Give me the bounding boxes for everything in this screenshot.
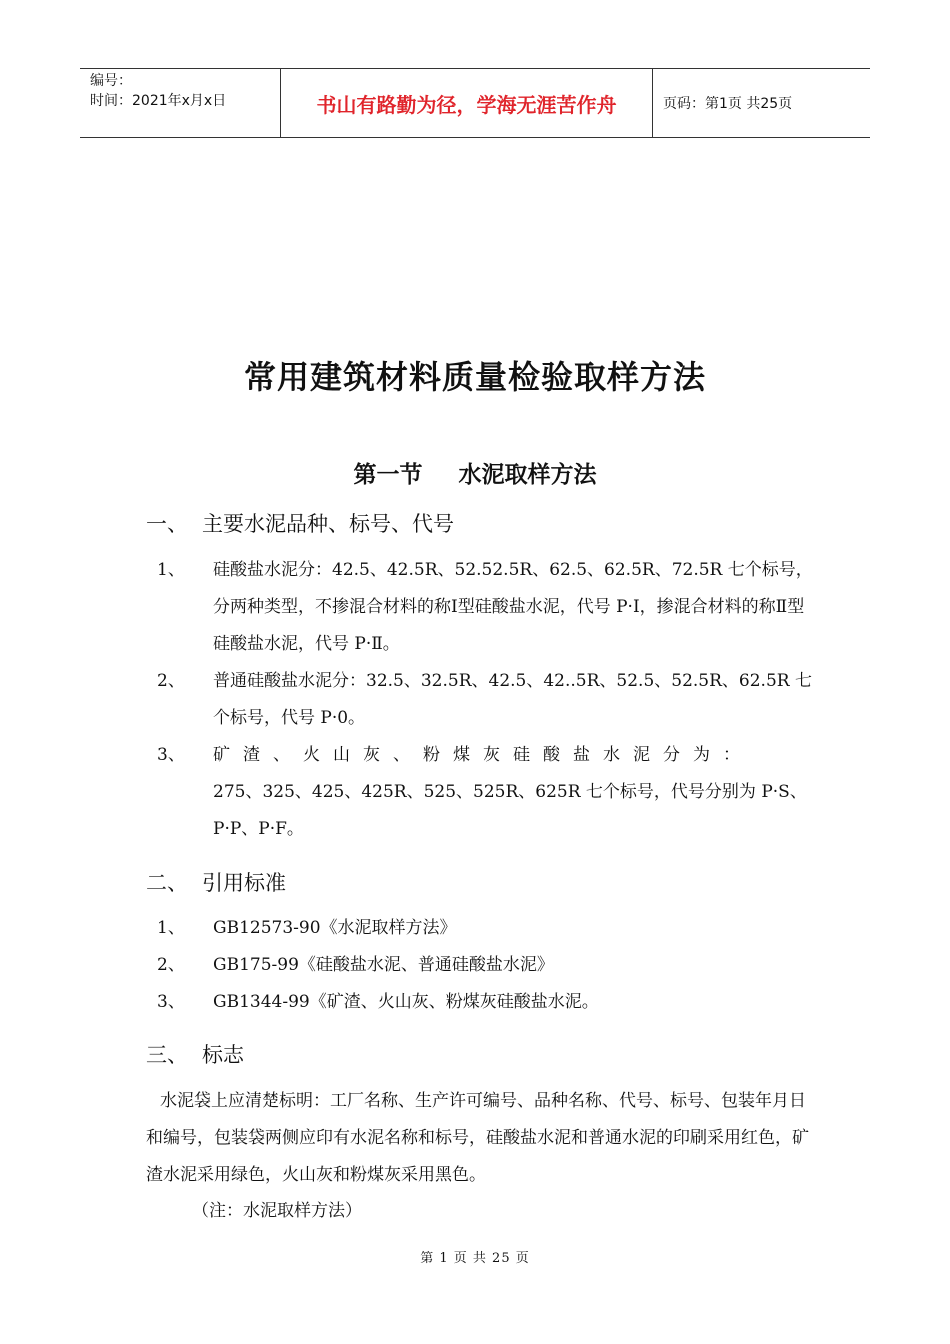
item-text: 普通硅酸盐水泥分：32.5、32.5R、42.5、42..5R、52.5、52.5R、62.5R 七个标号，代号 P·0。 bbox=[213, 671, 812, 728]
part-heading-1 bbox=[146, 508, 454, 538]
section-name: 水泥取样方法 bbox=[458, 462, 597, 488]
item-text: 275、325、425、425R、525、525R、625R 七个标号，代号分别为 P·S、P·P、P·F。 bbox=[213, 782, 807, 839]
header-page-info: 页码：第1页 共25页 bbox=[663, 96, 793, 112]
document-title: 常用建筑材料质量检验取样方法 bbox=[243, 358, 706, 396]
header-motto: 书山有路勤为径，学海无涯苦作舟 bbox=[281, 69, 653, 137]
item-number: 3、 bbox=[157, 745, 185, 765]
list-item bbox=[157, 984, 817, 1021]
list-item bbox=[157, 552, 817, 663]
part-title: 主要水泥品种、标号、代号 bbox=[202, 512, 454, 536]
part-title: 标志 bbox=[202, 1043, 244, 1067]
item-text-line1: 矿渣、火山灰、粉煤灰硅酸盐水泥分为： bbox=[213, 745, 753, 765]
page-footer: 第 1 页 共 25 页 bbox=[420, 1251, 530, 1266]
list-item bbox=[157, 947, 817, 984]
header-meta bbox=[80, 69, 281, 137]
note-text: （注：水泥取样方法） bbox=[192, 1201, 362, 1221]
item-number: 2、 bbox=[157, 671, 185, 691]
item-number: 3、 bbox=[157, 992, 185, 1012]
item-text: GB12573-90《水泥取样方法》 bbox=[213, 918, 457, 938]
list-item bbox=[157, 663, 817, 737]
body-paragraph: 水泥袋上应清楚标明：工厂名称、生产许可编号、品种名称、代号、标号、包装年月日和编号，包装袋两侧应印有水泥名称和标号，硅酸盐水泥和普通水泥的印刷采用红色，矿渣水泥采用绿色，火山灰和粉煤灰采用黑色。 bbox=[146, 1091, 809, 1185]
number-label: 编号： bbox=[90, 73, 132, 89]
item-number: 1、 bbox=[157, 560, 185, 580]
list-item bbox=[157, 910, 817, 947]
page-header bbox=[80, 68, 870, 138]
part-title: 引用标准 bbox=[202, 871, 286, 895]
item-text: GB175-99《硅酸盐水泥、普通硅酸盐水泥》 bbox=[213, 955, 554, 975]
list-item bbox=[157, 737, 817, 848]
part-number: 三、 bbox=[146, 1043, 188, 1067]
part-number: 一、 bbox=[146, 512, 188, 536]
section-number: 第一节 bbox=[353, 462, 423, 488]
item-number: 2、 bbox=[157, 955, 185, 975]
part-heading-3 bbox=[146, 1039, 244, 1069]
item-text: GB1344-99《矿渣、火山灰、粉煤灰硅酸盐水泥。 bbox=[213, 992, 599, 1012]
item-number: 1、 bbox=[157, 918, 185, 938]
part-heading-2 bbox=[146, 867, 286, 897]
time-label: 时间：2021年x月x日 bbox=[90, 93, 227, 109]
item-text: 硅酸盐水泥分：42.5、42.5R、52.52.5R、62.5、62.5R、72.5R 七个标号，分两种类型，不掺混合材料的称Ⅰ型硅酸盐水泥，代号 P·Ⅰ，掺混合材料的称Ⅱ型硅酸盐水泥，代号 P·Ⅱ。 bbox=[213, 560, 813, 654]
section-heading bbox=[0, 456, 950, 489]
part-number: 二、 bbox=[146, 871, 188, 895]
